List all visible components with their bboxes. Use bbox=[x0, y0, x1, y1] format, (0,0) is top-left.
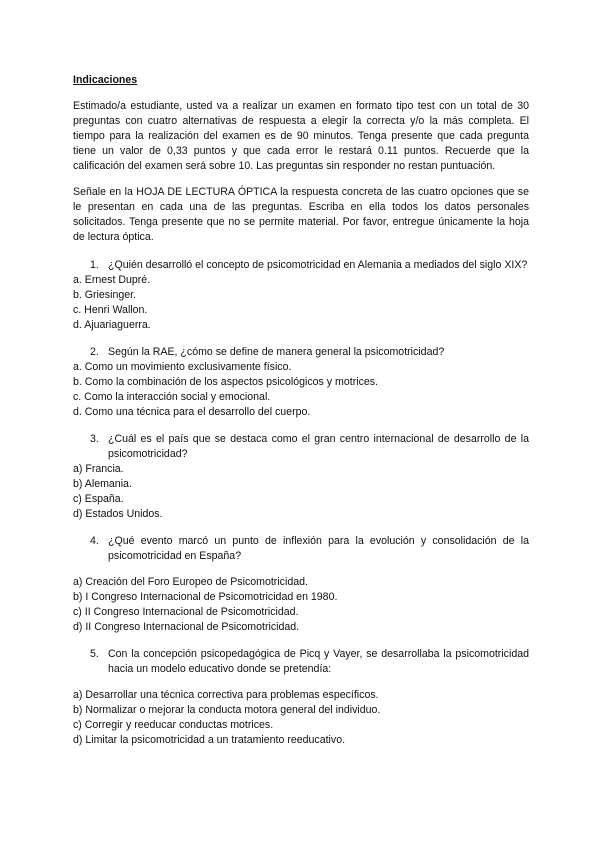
question-number: 2. bbox=[90, 346, 99, 358]
answer-option: a) Desarrollar una técnica correctiva para problemas específicos. bbox=[73, 689, 379, 701]
question-text bbox=[73, 345, 529, 360]
answer-option: b. Griesinger. bbox=[73, 289, 137, 301]
question-5 bbox=[73, 647, 529, 748]
question-1 bbox=[73, 258, 529, 333]
answer-option: d) II Congreso Internacional de Psicomotricidad. bbox=[73, 621, 300, 633]
answer-option: d. Ajuariaguerra. bbox=[73, 319, 151, 331]
instructions-paragraph: Estimado/a estudiante, usted va a realizar un examen en formato tipo test con un total de 30 preguntas con cuatro alternativas de respuesta a elegir la correcta y/o la más completa. El tiempo para la realización del examen es de 90 minutos. Tenga presente que cada pregunta tiene un valor de 0,33 puntos y que cada error le restará 0.11 puntos. Recuerde que la calificación del examen será sobre 10. Las preguntas sin responder no restan puntuación. bbox=[73, 100, 529, 172]
question-prompt: Con la concepción psicopedagógica de Picq y Vayer, se desarrollaba la psicomotricidad hacia un modelo educativo donde se pretendía: bbox=[108, 648, 529, 675]
question-3 bbox=[73, 432, 529, 522]
question-4 bbox=[73, 534, 529, 635]
answer-option: a. Como un movimiento exclusivamente físico. bbox=[73, 361, 292, 373]
question-text bbox=[73, 258, 529, 273]
answer-option: d) Estados Unidos. bbox=[73, 508, 163, 520]
question-number: 4. bbox=[90, 535, 99, 547]
document-body bbox=[73, 73, 529, 760]
answer-option: b) Alemania. bbox=[73, 478, 132, 490]
answer-option: c. Como la interacción social y emocional. bbox=[73, 391, 271, 403]
answer-option: d) Limitar la psicomotricidad a un tratamiento reeducativo. bbox=[73, 734, 346, 746]
answer-option: b) I Congreso Internacional de Psicomotricidad en 1980. bbox=[73, 591, 338, 603]
question-prompt: ¿Quién desarrolló el concepto de psicomotricidad en Alemania a mediados del siglo XIX? bbox=[108, 259, 528, 271]
section-heading: Indicaciones bbox=[73, 74, 138, 86]
answer-option: a) Creación del Foro Europeo de Psicomotricidad. bbox=[73, 576, 308, 588]
answer-option: c) II Congreso Internacional de Psicomotricidad. bbox=[73, 606, 299, 618]
question-text bbox=[73, 432, 529, 462]
answer-option: d. Como una técnica para el desarrollo del cuerpo. bbox=[73, 406, 311, 418]
question-number: 1. bbox=[90, 259, 99, 271]
answer-option: c) Corregir y reeducar conductas motrices. bbox=[73, 719, 274, 731]
question-number: 3. bbox=[90, 433, 99, 445]
question-text bbox=[73, 534, 529, 564]
question-prompt: ¿Qué evento marcó un punto de inflexión para la evolución y consolidación de la psicomotricidad en España? bbox=[108, 535, 529, 562]
question-number: 5. bbox=[90, 648, 99, 660]
question-2 bbox=[73, 345, 529, 420]
answer-option: c) España. bbox=[73, 493, 124, 505]
question-prompt: Según la RAE, ¿cómo se define de manera general la psicomotricidad? bbox=[108, 346, 445, 358]
answer-sheet-paragraph: Señale en la HOJA DE LECTURA ÓPTICA la respuesta concreta de las cuatro opciones que se le presentan en cada una de las preguntas. Escriba en ella todos los datos personales solicitados. Tenga presente que no se permite material. Por favor, entregue únicamente la hoja de lectura óptica. bbox=[73, 186, 529, 243]
answer-option: b. Como la combinación de los aspectos psicológicos y motrices. bbox=[73, 376, 379, 388]
answer-option: b) Normalizar o mejorar la conducta motora general del individuo. bbox=[73, 704, 381, 716]
question-text bbox=[73, 647, 529, 677]
question-prompt: ¿Cuál es el país que se destaca como el gran centro internacional de desarrollo de la psicomotricidad? bbox=[108, 433, 529, 460]
answer-option: c. Henri Wallon. bbox=[73, 304, 148, 316]
answer-option: a. Ernest Dupré. bbox=[73, 274, 151, 286]
answer-option: a) Francia. bbox=[73, 463, 124, 475]
